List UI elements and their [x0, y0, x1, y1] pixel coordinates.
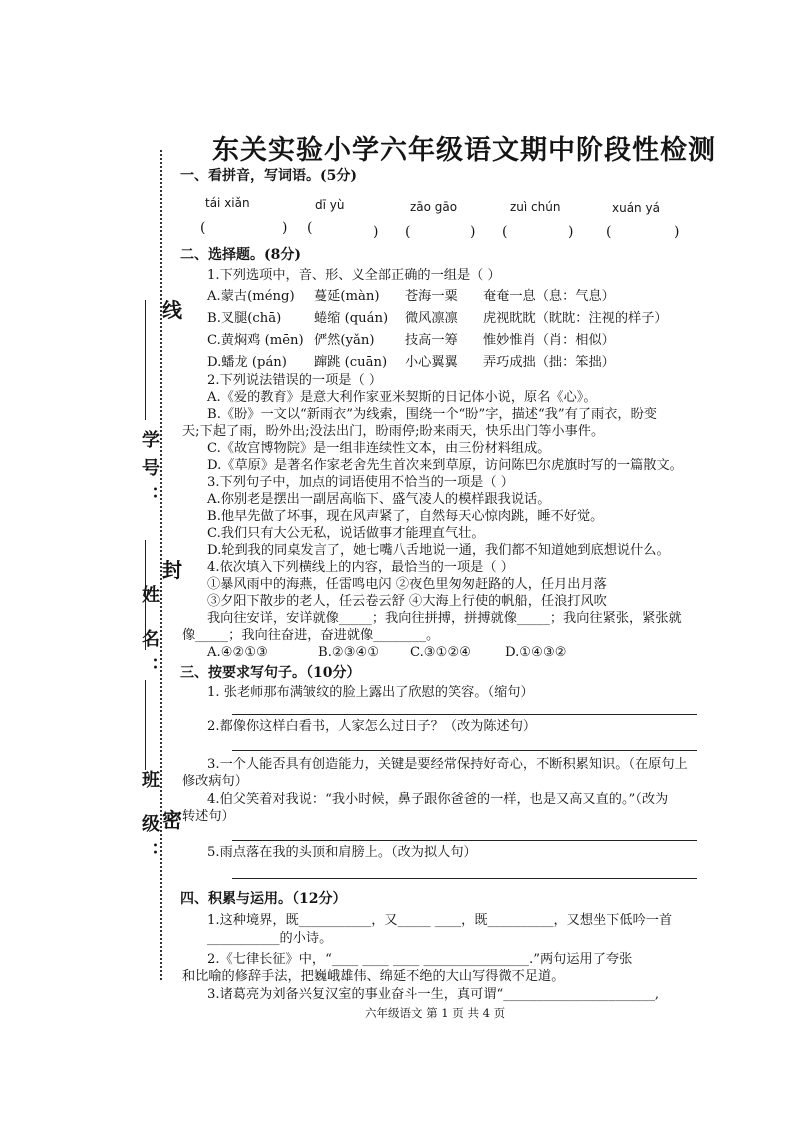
- section-1-heading: 一、看拼音，写词语。(5分): [180, 168, 357, 184]
- q2-2-a: A.《爱的教育》是意大利作家亚米契斯的日记体小说，原名《心》。: [207, 390, 597, 405]
- answer-line-3-2[interactable]: [232, 750, 697, 751]
- q4-2-line1: 2.《七律长征》中，“____ ____ ____ ________________.”两句运用了夸张: [207, 952, 633, 967]
- q2-3-b: B.他早先做了坏事，现在风声紧了，自然每天心惊肉跳，睡不好觉。: [207, 509, 604, 524]
- q3-3-line1: 3.一个人能否具有创造能力，关键是要经常保持好奇心，不断积累知识。（在原句上: [207, 757, 688, 772]
- pinyin-2: dī yù: [315, 198, 345, 212]
- q2-3-c: C.我们只有大公无私，说话做事才能理直气壮。: [207, 526, 485, 541]
- q2-1-b-1: B.叉腿(chā): [207, 311, 282, 326]
- q2-2-stem: 2.下列说法错误的一项是（ ）: [207, 373, 383, 388]
- q2-1-b-3: 微风凛凛: [405, 311, 458, 326]
- q2-1-d-2: 蹿跳 (cuān): [314, 355, 388, 370]
- pinyin-1: tái xiǎn: [205, 196, 250, 210]
- class-blank: [145, 680, 146, 770]
- paren-open-4: (: [502, 224, 508, 240]
- student-id-label: 学号：: [139, 430, 160, 514]
- q2-1-d-4: 弄巧成拙（拙：笨拙）: [483, 355, 615, 370]
- seal-word-close: 密: [162, 808, 182, 832]
- q2-2-b-line2: 天;下起了雨，盼外出;没法出门，盼雨停;盼来雨天，快乐出门等小事件。: [182, 424, 605, 439]
- class-label: 班 级：: [139, 770, 160, 871]
- q2-3-a: A.你别老是摆出一副居高临下、盛气凌人的模样跟我说话。: [207, 492, 551, 507]
- q2-1-b-4: 虎视眈眈（眈眈：注视的样子）: [483, 311, 668, 326]
- q2-1-a-4: 奄奄一息（息：气息）: [483, 289, 615, 304]
- q2-1-a-1: A.蒙古(méng): [207, 289, 295, 304]
- paren-open-5: (: [606, 224, 612, 240]
- q3-4-line1: 4.伯父笑着对我说：“我小时候，鼻子跟你爸爸的一样，也是又高又直的。”（改为: [207, 792, 669, 807]
- q4-1-line1: 1.这种境界，既___________，又_____ ____，既__________，又想坐下低吟一首: [207, 913, 673, 928]
- q3-5: 5.雨点落在我的头顶和肩膀上。（改为拟人句）: [207, 845, 477, 860]
- seal-word-seal: 封: [162, 558, 182, 582]
- q2-4-options-2: ③夕阳下散步的老人，任云卷云舒 ④大海上行使的帆船，任浪打风吹: [207, 594, 607, 609]
- q3-4-line2: 转述句）: [182, 809, 235, 824]
- q2-4-choice-b: B.②③④①: [318, 645, 380, 660]
- q2-1-a-3: 苍海一粟: [405, 289, 458, 304]
- paren-close-5: ): [674, 224, 680, 240]
- paren-close-3: ): [470, 224, 476, 240]
- section-3-heading: 三、按要求写句子。（10分）: [180, 665, 361, 681]
- q4-2-line2: 和比喻的修辞手法，把巍峨雄伟、绵延不绝的大山写得微不足道。: [182, 969, 565, 984]
- paren-open-2: (: [307, 220, 313, 236]
- seal-word-line: 线: [162, 298, 182, 322]
- q2-4-choice-c: C.③①②④: [410, 645, 472, 660]
- student-id-blank: [145, 300, 146, 420]
- q4-1-line2: ___________的小诗。: [207, 931, 333, 946]
- pinyin-4: zuì chún: [510, 200, 561, 214]
- q2-1-stem: 1.下列选项中，音、形、义全部正确的一组是（ ）: [207, 268, 501, 283]
- q2-1-a-2: 蔓延(màn): [314, 289, 380, 304]
- q2-1-c-1: C.黄焖鸡 (mēn): [207, 333, 304, 348]
- q2-3-d: D.轮到我的同桌发言了，她七嘴八舌地说一通，我们都不知道她到底想说什么。: [207, 543, 670, 558]
- q2-1-c-3: 技高一筹: [405, 333, 458, 348]
- section-2-heading: 二、选择题。(8分): [180, 247, 301, 263]
- pinyin-5: xuán yá: [612, 201, 660, 215]
- page-title: 东关实验小学六年级语文期中阶段性检测: [212, 135, 716, 166]
- answer-line-3-4[interactable]: [232, 840, 697, 841]
- paren-open-1: (: [200, 220, 206, 236]
- paren-close-2: ): [373, 224, 379, 240]
- paren-close-4: ): [568, 224, 574, 240]
- q2-2-c: C.《故宫博物院》是一组非连续性文本，由三份材料组成。: [207, 441, 551, 456]
- answer-line-3-1[interactable]: [232, 714, 697, 715]
- q2-1-d-1: D.蟠龙 (pán): [207, 355, 287, 370]
- q2-4-choice-d: D.①④③②: [505, 645, 567, 660]
- q2-3-stem: 3.下列句子中，加点的词语使用不恰当的一项是（ ）: [207, 475, 514, 490]
- q4-3: 3.诸葛亮为刘备兴复汉室的事业奋斗一生，真可谓“_______________________,: [207, 987, 660, 1002]
- q2-2-d: D.《草原》是著名作家老舍先生首次来到草原，访问陈巴尔虎旗时写的一篇散文。: [207, 458, 683, 473]
- q2-1-b-2: 蜷缩 (quán): [314, 311, 389, 326]
- q3-2: 2.都像你这样白看书，人家怎么过日子？（改为陈述句）: [207, 719, 537, 734]
- q2-2-b-line1: B.《盼》一文以“新雨衣”为线索，围绕一个“盼”字，描述“我”有了雨衣，盼变: [207, 407, 657, 422]
- q2-1-d-3: 小心翼翼: [405, 355, 458, 370]
- q3-3-line2: 修改病句）: [182, 774, 248, 789]
- pinyin-3: zāo gāo: [410, 200, 458, 214]
- page-footer: 六年级语文 第 1 页 共 4 页: [365, 1006, 506, 1020]
- section-4-heading: 四、积累与运用。（12分）: [180, 891, 347, 907]
- answer-line-3-5[interactable]: [232, 878, 697, 879]
- q2-4-sentence-1: 我向往安详，安详就像_____；我向往拼搏，拼搏就像_____；我向往紧张，紧张就: [207, 611, 682, 626]
- q2-1-c-4: 惟妙惟肖（肖：相似）: [483, 333, 615, 348]
- q2-4-options-1: ①暴风雨中的海燕，任雷鸣电闪 ②夜色里匆匆赶路的人，任月出月落: [207, 577, 607, 592]
- q2-4-stem: 4.依次填入下列横线上的内容，最恰当的一项是（ ）: [207, 560, 514, 575]
- q2-4-sentence-2: 像_____；我向往奋进，奋进就像________。: [182, 628, 440, 643]
- q2-4-choice-a: A.④②①③: [207, 645, 269, 660]
- paren-close-1: ): [282, 220, 288, 236]
- paren-open-3: (: [405, 224, 411, 240]
- name-label: 姓 名：: [139, 585, 160, 686]
- q3-1: 1. 张老师那布满皱纹的脸上露出了欣慰的笑容。（缩句）: [207, 685, 534, 700]
- q2-1-c-2: 俨然(yǎn): [314, 333, 375, 348]
